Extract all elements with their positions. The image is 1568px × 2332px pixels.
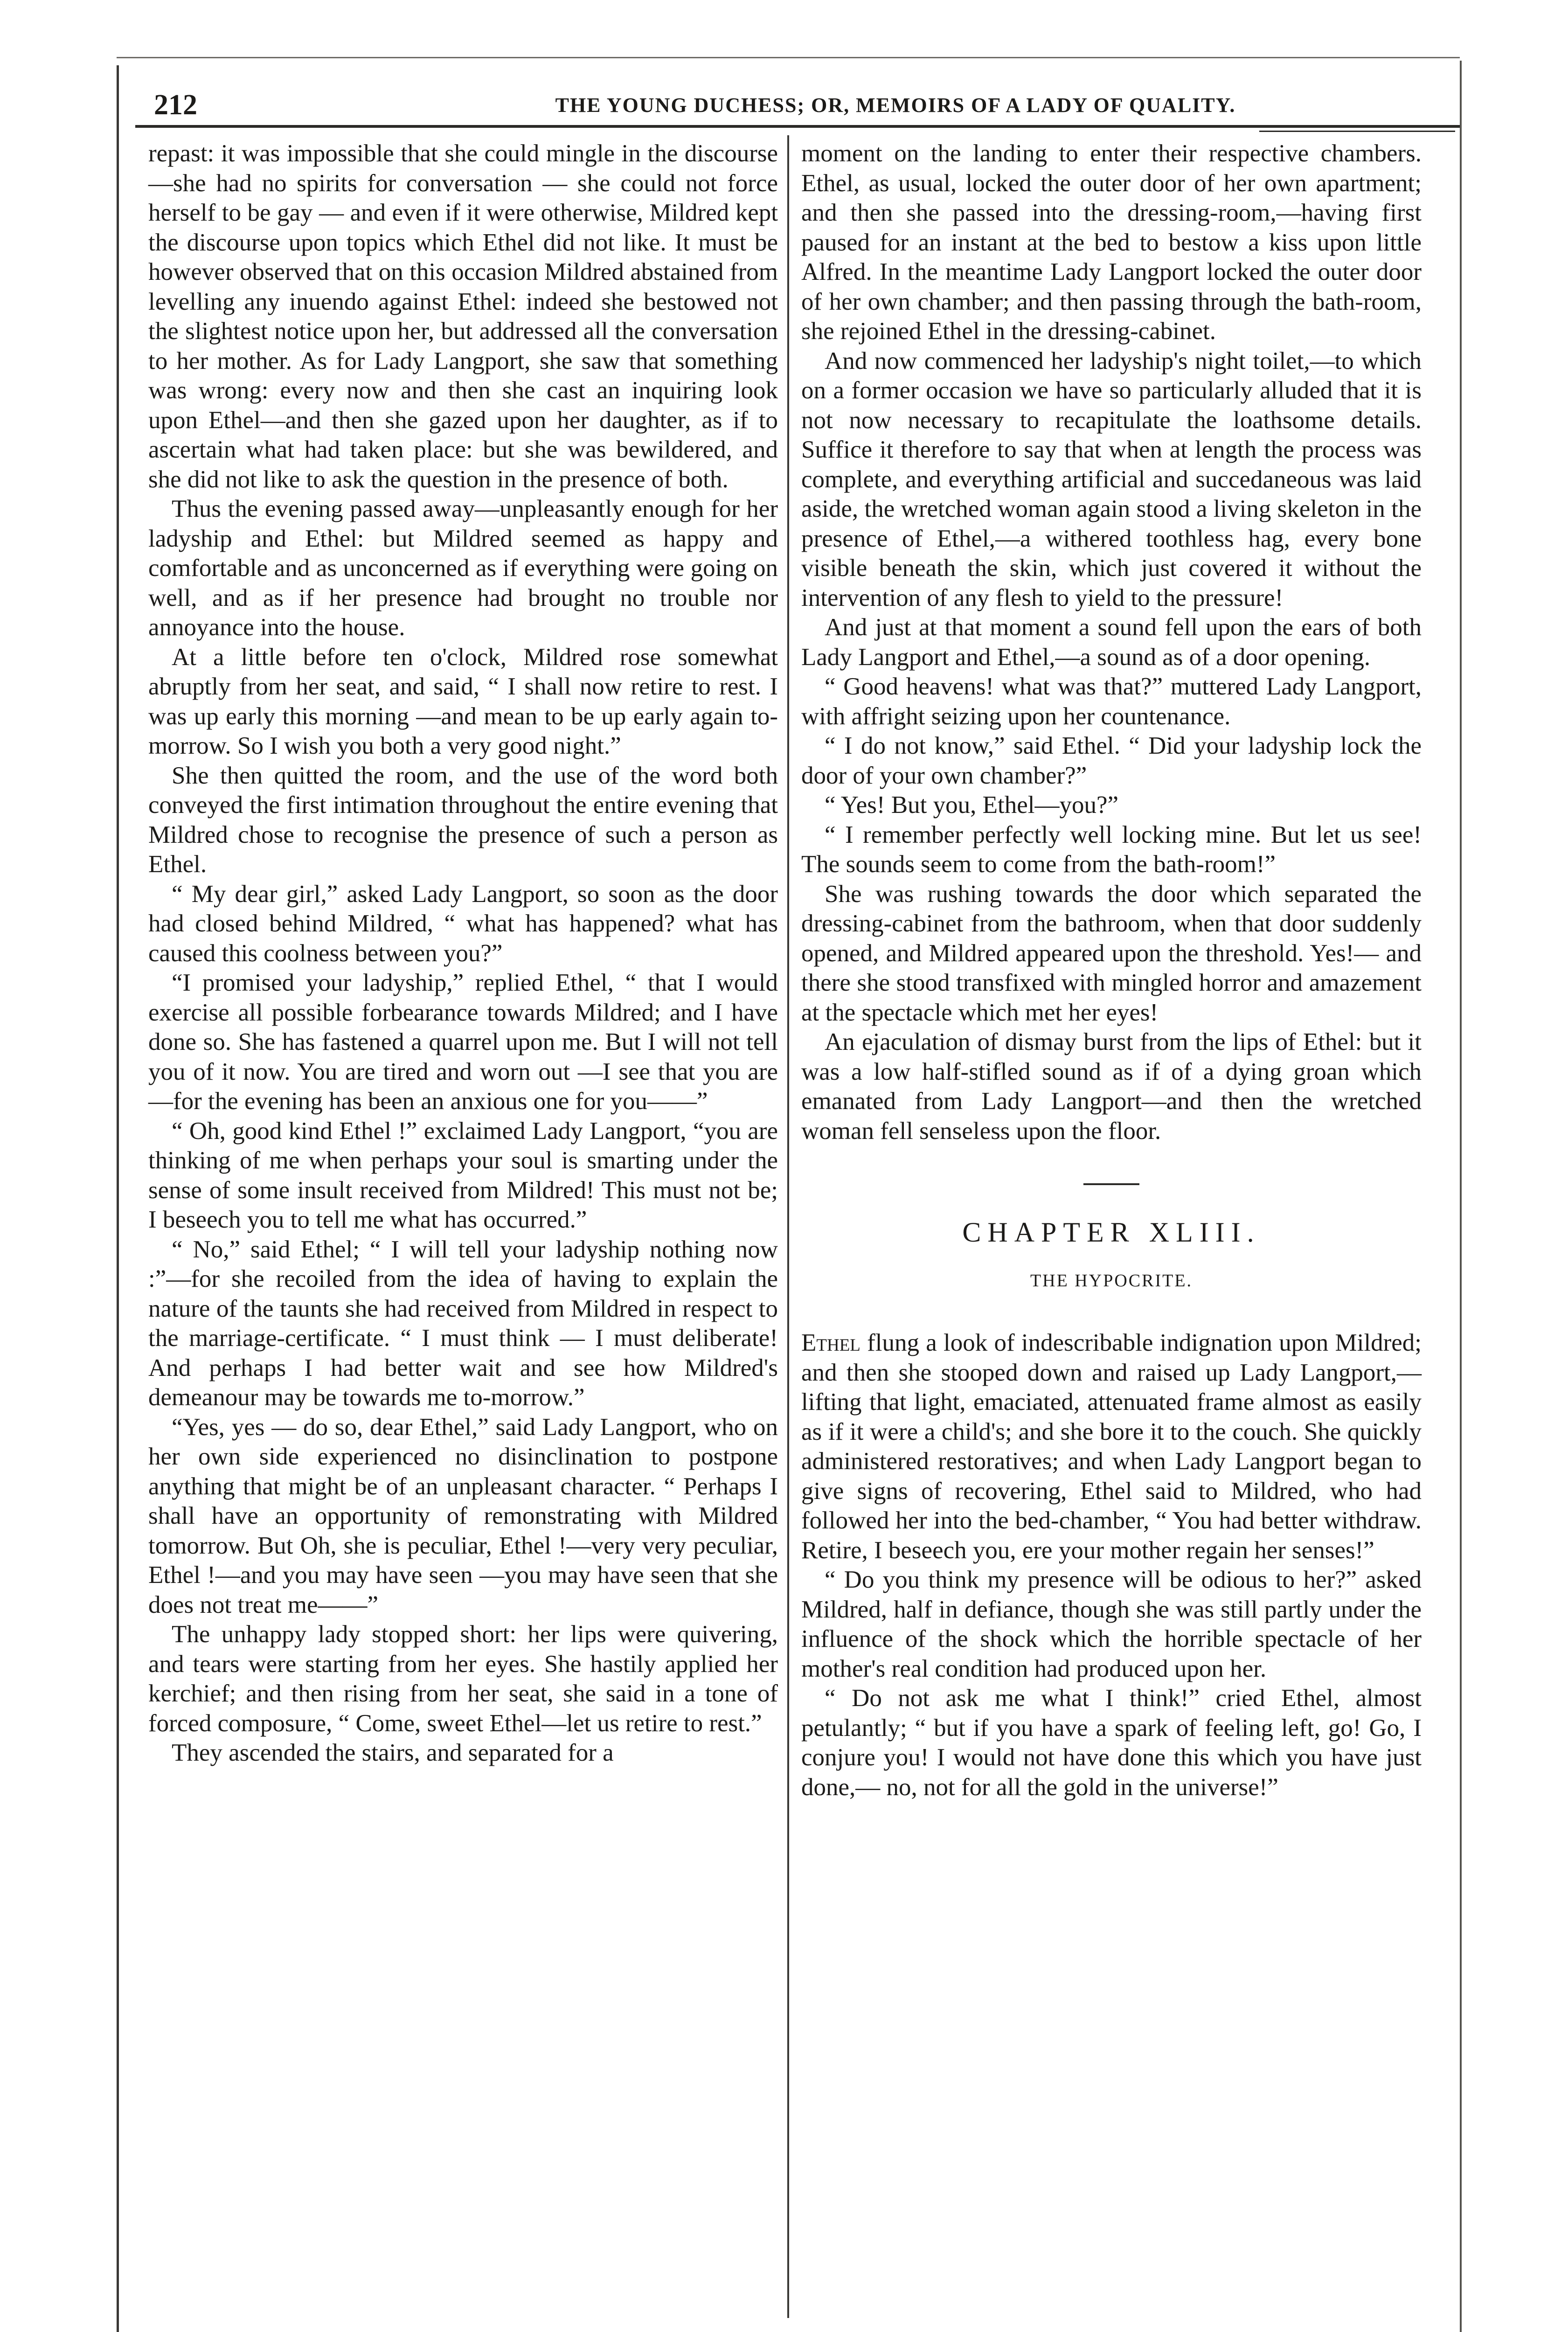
paragraph <box>801 820 1422 880</box>
paragraph-text: flung a look of indescribable indignation upon Mildred; and then she stooped down and raised up Lady Langport,—lifting that light, emaciated, attenuated frame almost as easily as if it were a child's; and she bore it to the couch. She quickly administered restoratives; and when Lady Langport began to give signs of recovering, Ethel said to Mildred, who had followed her into the bed-chamber, “ You had better withdraw. Retire, I beseech you, ere your mother regain her senses!” <box>801 1329 1422 1564</box>
paragraph <box>801 613 1422 672</box>
paragraph-text: “ I remember perfectly well locking mine. But let us see! The sounds seem to come from the bath-room!” <box>801 821 1422 878</box>
right-column <box>801 139 1422 1802</box>
paragraph-text: She was rushing towards the door which separated the dressing-cabinet from the bathroom, when that door suddenly opened, and Mildred appeared upon the threshold. Yes!— and there she stood transfixed with mingled horror and amazement at the spectacle which met her eyes! <box>801 880 1422 1026</box>
paragraph <box>148 968 778 1117</box>
chapter-heading: CHAPTER XLIII. <box>962 1217 1261 1248</box>
paragraph <box>148 1235 778 1413</box>
paragraph <box>801 1328 1422 1565</box>
paragraph <box>148 1413 778 1620</box>
left-column <box>148 139 778 1768</box>
paragraph <box>801 1565 1422 1684</box>
right-column-text-bottom <box>801 1328 1422 1802</box>
paragraph <box>148 1620 778 1738</box>
paragraph <box>801 672 1422 731</box>
paragraph-text: moment on the landing to enter their respective chambers. Ethel, as usual, locked the outer door of her own apartment; and then she passed into the dressing-room,—having first paused for an instant at the bed to bestow a kiss upon little Alfred. In the meantime Lady Langport locked the outer door of her own chamber; and then passing through the bath-room, she rejoined Ethel in the dressing-cabinet. <box>801 140 1422 345</box>
right-border-rule <box>1460 61 1462 2332</box>
header-rule-secondary <box>1259 131 1455 132</box>
paragraph <box>801 880 1422 1028</box>
running-title: THE YOUNG DUCHESS; OR, MEMOIRS OF A LADY OF QUALITY. <box>555 94 1236 117</box>
right-column-text-top <box>801 139 1422 1146</box>
page-header <box>145 89 1446 126</box>
paragraph-text: And just at that moment a sound fell upon the ears of both Lady Langport and Ethel,—a sound as of a door opening. <box>801 614 1422 671</box>
paragraph-text: An ejaculation of dismay burst from the lips of Ethel: but it was a low half-stifled sound as if of a dying groan which emanated from Lady Langport—and then the wretched woman fell senseless upon the floor. <box>801 1028 1422 1145</box>
paragraph-text: “ I do not know,” said Ethel. “ Did your ladyship lock the door of your own chamber?” <box>801 732 1422 789</box>
top-border-rule <box>117 57 1460 58</box>
paragraph-text: “ No,” said Ethel; “ I will tell your ladyship nothing now :”—for she recoiled from the idea of having to explain the nature of the taunts she had received from Mildred in respect to the marriage-certificate. “ I must think — I must deliberate! And perhaps I had better wait and see how Mildred's demeanour may be towards me to-morrow.” <box>148 1235 778 1411</box>
paragraph-text: At a little before ten o'clock, Mildred rose somewhat abruptly from her seat, and said, “ I shall now retire to rest. I was up early this morning —and mean to be up early again to-morrow. So I wish you both a very good night.” <box>148 643 778 759</box>
paragraph <box>148 761 778 880</box>
paragraph <box>148 880 778 969</box>
header-rule <box>135 125 1460 128</box>
paragraph <box>801 791 1422 820</box>
paragraph-text: repast: it was impossible that she could mingle in the discourse —she had no spirits for conversation — she could not force herself to be gay — and even if it were otherwise, Mildred kept the discourse upon topics which Ethel did not like. It must be however observed that on this occasion Mildred abstained from levelling any inuendo against Ethel: indeed she bestowed not the slightest notice upon her, but addressed all the conversation to her mother. As for Lady Langport, she saw that something was wrong: every now and then she cast an inquiring look upon Ethel—and then she gazed upon her daughter, as if to ascertain what had taken place: but she was bewildered, and she did not like to ask the question in the presence of both. <box>148 140 778 493</box>
left-border-rule <box>117 65 119 2332</box>
paragraph <box>148 1117 778 1235</box>
paragraph-text: Thus the evening passed away—unpleasantly enough for her ladyship and Ethel: but Mildred seemed as happy and comfortable and as unconcerned as if everything were going on well, and as if her presence had brought no trouble nor annoyance into the house. <box>148 495 778 641</box>
paragraph <box>801 1027 1422 1146</box>
paragraph-text: “ Good heavens! what was that?” muttered Lady Langport, with affright seizing upon her countenance. <box>801 673 1422 730</box>
paragraph <box>801 347 1422 613</box>
column-divider <box>787 135 789 2318</box>
page-number: 212 <box>154 89 197 121</box>
paragraph-text: “I promised your ladyship,” replied Ethel, “ that I would exercise all possible forbearance towards Mildred; and I have done so. She has fastened a quarrel upon me. But I will not tell you of it now. You are tired and worn out —I see that you are—for the evening has been an anxious one for you——” <box>148 969 778 1115</box>
paragraph <box>801 139 1422 347</box>
paragraph-text: And now commenced her ladyship's night toilet,—to which on a former occasion we have so particularly alluded that it is not now necessary to recapitulate the loathsome details. Suffice it therefore to say that when at length the process was complete, and everything artificial and succedaneous was laid aside, the wretched woman again stood a living skeleton in the presence of Ethel,—a withered toothless hag, every bone visible beneath the skin, which just covered it without the intervention of any flesh to yield to the pressure! <box>801 347 1422 611</box>
paragraph-text: “ Oh, good kind Ethel !” exclaimed Lady Langport, “you are thinking of me when perhaps your soul is smarting under the sense of some insult received from Mildred! This must not be; I beseech you to tell me what has occurred.” <box>148 1117 778 1233</box>
paragraph-text: The unhappy lady stopped short: her lips were quivering, and tears were starting from her eyes. She hastily applied her kerchief; and then rising from her seat, she said in a tone of forced composure, “ Come, sweet Ethel—let us retire to rest.” <box>148 1621 778 1737</box>
paragraph-text: “ Yes! But you, Ethel—you?” <box>825 791 1119 819</box>
chapter-separator-rule <box>1083 1183 1139 1185</box>
paragraph <box>148 494 778 643</box>
paragraph <box>801 1684 1422 1802</box>
paragraph-text: “Yes, yes — do so, dear Ethel,” said Lady Langport, who on her own side experienced no disinclination to postpone anything that might be of an unpleasant character. “ Perhaps I shall have an opportunity of remonstrating with Mildred tomorrow. But Oh, she is peculiar, Ethel !—very very peculiar, Ethel !—and you may have seen —you may have seen that she does not treat me——” <box>148 1413 778 1618</box>
paragraph-text: She then quitted the room, and the use of the word both conveyed the first intimation throughout the entire evening that Mildred chose to recognise the presence of such a person as Ethel. <box>148 762 778 878</box>
paragraph-text: “ My dear girl,” asked Lady Langport, so soon as the door had closed behind Mildred, “ what has happened? what has caused this coolness between you?” <box>148 880 778 967</box>
paragraph-text: They ascended the stairs, and separated for a <box>172 1739 614 1766</box>
paragraph <box>148 643 778 761</box>
paragraph-lead-word: Ethel <box>801 1329 860 1356</box>
paragraph <box>801 731 1422 791</box>
paragraph-text: “ Do you think my presence will be odious to her?” asked Mildred, half in defiance, though she was still partly under the influence of the shock which the horrible spectacle of her mother's real condition had produced upon her. <box>801 1566 1422 1682</box>
chapter-subtitle: THE HYPOCRITE. <box>1030 1270 1193 1291</box>
paragraph-text: “ Do not ask me what I think!” cried Ethel, almost petulantly; “ but if you have a spark of feeling left, go! Go, I conjure you! I would not have done this which you have just done,— no, not for all the gold in the universe!” <box>801 1685 1422 1801</box>
paragraph <box>148 139 778 494</box>
paragraph <box>148 1738 778 1768</box>
